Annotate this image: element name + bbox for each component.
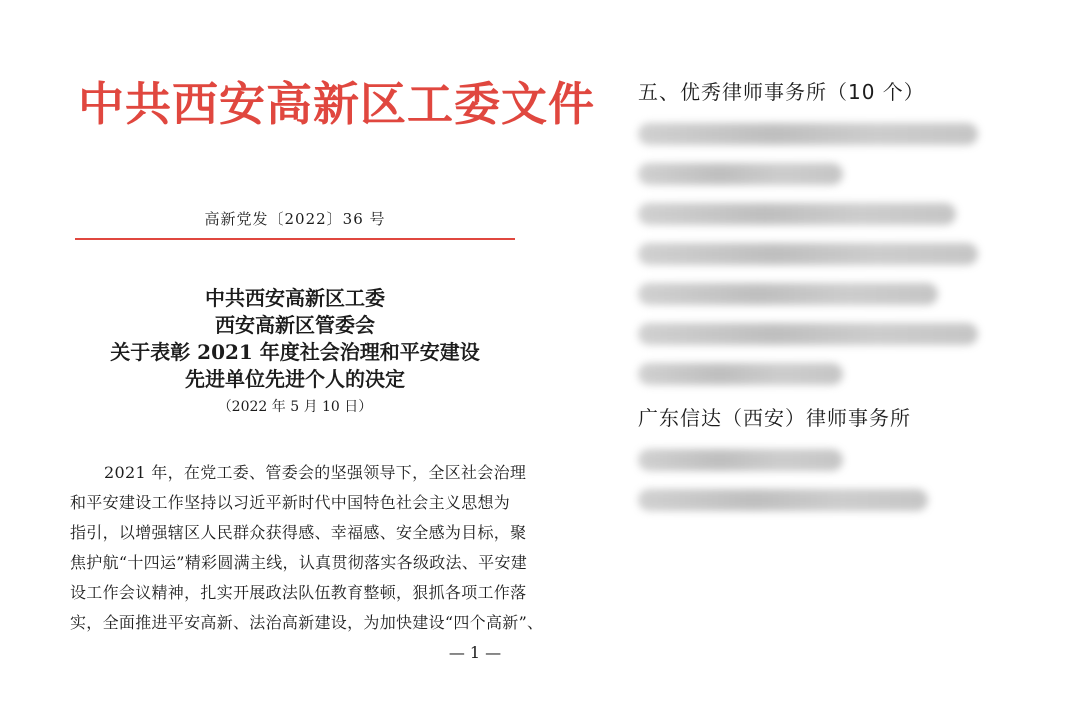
body-line: 焦护航“十四运”精彩圆满主线，认真贯彻落实各级政法、平安建 bbox=[70, 553, 528, 572]
highlighted-firm-name: 广东信达（西安）律师事务所 bbox=[638, 406, 911, 430]
body-line: 2021 年，在党工委、管委会的坚强领导下，全区社会治理 bbox=[104, 463, 527, 482]
blurred-firm-entry bbox=[638, 234, 978, 274]
blurred-firm-entry bbox=[638, 114, 978, 154]
blurred-firm-entry bbox=[638, 274, 978, 314]
title-line: 先进单位先进个人的决定 bbox=[185, 367, 405, 391]
blurred-firm-entry bbox=[638, 480, 928, 520]
blurred-firm-list bbox=[638, 440, 928, 520]
section-heading: 五、优秀律师事务所（10 个） bbox=[638, 80, 925, 104]
page-number: — 1 — bbox=[448, 643, 502, 662]
title-line: 西安高新区管委会 bbox=[215, 313, 375, 337]
red-divider-line bbox=[75, 238, 515, 240]
body-paragraph bbox=[70, 461, 544, 641]
title-line: 关于表彰 2021 年度社会治理和平安建设 bbox=[110, 340, 480, 364]
body-line: 设工作会议精神，扎实开展政法队伍教育整顿，狠抓各项工作落 bbox=[70, 583, 527, 602]
document-header-title: 中共西安高新区工委文件 bbox=[78, 77, 595, 131]
body-line: 指引，以增强辖区人民群众获得感、幸福感、安全感为目标，聚 bbox=[70, 523, 527, 542]
decision-title-block bbox=[0, 285, 590, 419]
blurred-firm-list bbox=[638, 114, 978, 394]
body-line: 实，全面推进平安高新、法治高新建设，为加快建设“四个高新”、 bbox=[70, 613, 544, 632]
blurred-firm-entry bbox=[638, 440, 928, 480]
blurred-firm-entry bbox=[638, 154, 978, 194]
right-document-page bbox=[600, 0, 1080, 703]
blurred-firm-entry bbox=[638, 194, 978, 234]
blurred-firm-entry bbox=[638, 354, 978, 394]
decision-date: （2022 年 5 月 10 日） bbox=[217, 399, 373, 415]
blurred-firm-entry bbox=[638, 314, 978, 354]
title-line: 中共西安高新区工委 bbox=[205, 286, 385, 310]
body-line: 和平安建设工作坚持以习近平新时代中国特色社会主义思想为 bbox=[70, 493, 511, 512]
document-number: 高新党发〔2022〕36 号 bbox=[204, 210, 386, 228]
